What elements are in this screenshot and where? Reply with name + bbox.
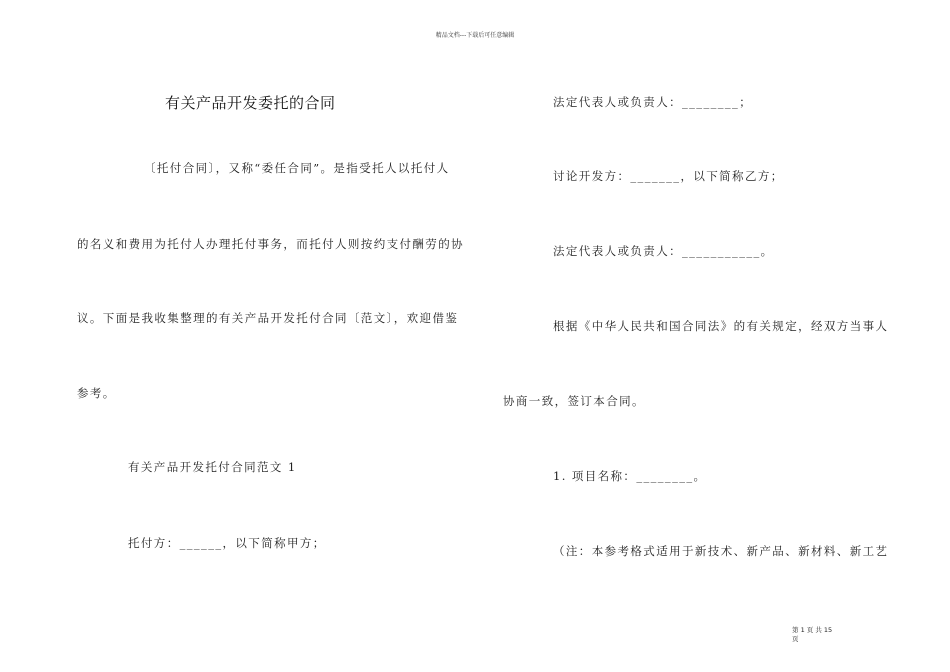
paragraph-line: 的名义和费用为托付人办理托付事务，而托付人则按约支付酬劳的协	[77, 237, 464, 251]
section-heading: 有关产品开发托付合同范文 1	[128, 460, 297, 474]
paragraph-line: 1. 项目名称：________。	[553, 469, 707, 483]
paragraph-line: 讨论开发方：_______，以下简称乙方；	[553, 169, 784, 183]
paragraph-line: 根据《中华人民共和国合同法》的有关规定，经双方当事人	[553, 319, 889, 333]
paragraph-line: 参考。	[77, 386, 116, 400]
paragraph-line: 法定代表人或负责人：________；	[553, 95, 753, 109]
paragraph-line: 议。下面是我收集整理的有关产品开发托付合同〔范文〕，欢迎借鉴	[77, 311, 459, 325]
paragraph-line: 法定代表人或负责人：___________。	[553, 244, 774, 258]
document-title: 有关产品开发委托的合同	[165, 94, 336, 112]
page-number: 第 1 页 共 15 页	[792, 626, 833, 643]
paragraph-line: 托付方：______，以下简称甲方；	[128, 536, 326, 550]
paragraph-line: 〔托付合同〕，又称“委任合同”。是指受托人以托付人	[144, 161, 450, 175]
paragraph-line: 协商一致，签订本合同。	[503, 394, 645, 408]
page-header: 精品文档---下载后可任意编辑	[435, 32, 515, 39]
paragraph-line: （注：本参考格式适用于新技术、新产品、新材料、新工艺	[553, 544, 889, 558]
